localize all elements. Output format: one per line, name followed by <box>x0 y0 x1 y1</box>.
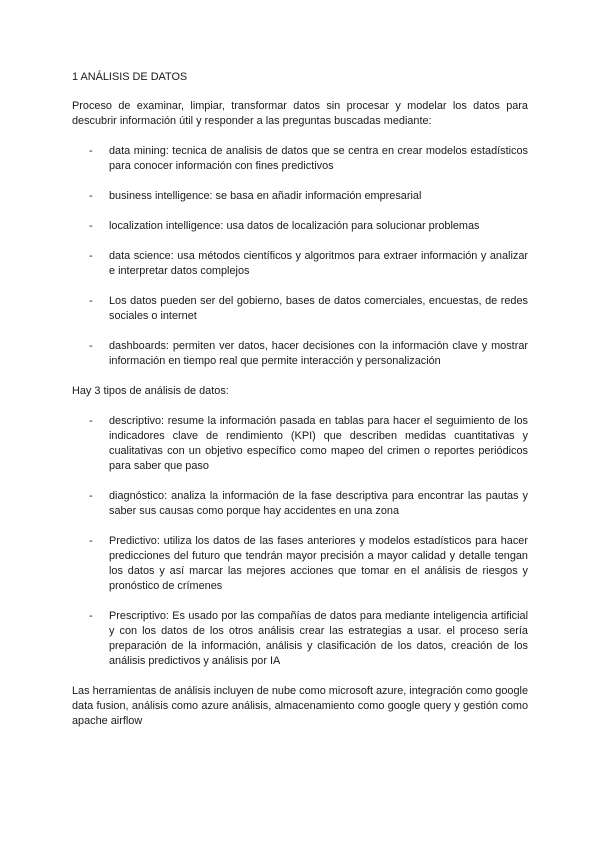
bullet-dash: - <box>89 190 93 202</box>
types-intro-paragraph: Hay 3 tipos de análisis de datos: <box>72 385 229 397</box>
bullet-dash: - <box>89 535 93 547</box>
bullet-dash: - <box>89 340 93 352</box>
list-item: - Prescriptivo: Es usado por las compañías de datos para mediante inteligencia artificial y con los datos de los otros análisis crear las estrategias a usar. el proceso sería preparación de la información, análisis y clasificación de los datos, creación de los análisis predictivos y análisis por IA <box>89 610 528 667</box>
bullet-dash: - <box>89 145 93 157</box>
list-item: - localization intelligence: usa datos de localización para solucionar problemas <box>89 220 480 232</box>
bullet-dash: - <box>89 250 93 262</box>
list-item: - Predictivo: utiliza los datos de las fases anteriores y modelos estadísticos para hacer predicciones del futuro que tendrán mayor precisión a mayor calidad y detalle tengan los datos y así marcar las mejores acciones que tomar en el análisis de riesgos y pronóstico de crímenes <box>89 535 528 592</box>
list-item: - data science: usa métodos científicos y algoritmos para extraer información y analizar e interpretar datos complejos <box>89 250 528 277</box>
list-item: - data mining: tecnica de analisis de datos que se centra en crear modelos estadísticos para conocer información con fines predictivos <box>89 145 528 172</box>
list-item: - business intelligence: se basa en añadir información empresarial <box>89 190 422 202</box>
list-item: - diagnóstico: analiza la información de la fase descriptiva para encontrar las pautas y saber sus causas como porque hay accidentes en una zona <box>89 490 528 517</box>
bullet-dash: - <box>89 490 93 502</box>
intro-paragraph: Proceso de examinar, limpiar, transformar datos sin procesar y modelar los datos para descubrir información útil y responder a las preguntas buscadas mediante: <box>72 100 528 127</box>
bullet-dash: - <box>89 415 93 427</box>
concepts-list <box>72 144 528 369</box>
analysis-types-list <box>72 414 528 669</box>
tools-paragraph: Las herramientas de análisis incluyen de nube como microsoft azure, integración como google data fusion, análisis como azure análisis, almacenamiento como google query y gestión como apache airflow <box>72 685 528 727</box>
bullet-dash: - <box>89 295 93 307</box>
bullet-dash: - <box>89 610 93 622</box>
document-page <box>72 70 528 744</box>
list-item: - descriptivo: resume la información pasada en tablas para hacer el seguimiento de los indicadores clave de rendimiento (KPI) que describen medidas cuantitativas y cualitativas con un objetivo específico como mapeo del crimen o reportes periódicos para saber que paso <box>89 415 528 472</box>
list-item: - dashboards: permiten ver datos, hacer decisiones con la información clave y mostrar información en tiempo real que permite interacción y personalización <box>89 340 528 367</box>
list-item: - Los datos pueden ser del gobierno, bases de datos comerciales, encuestas, de redes sociales o internet <box>89 295 528 322</box>
bullet-dash: - <box>89 220 93 232</box>
section-heading: 1 ANÁLISIS DE DATOS <box>72 71 188 83</box>
